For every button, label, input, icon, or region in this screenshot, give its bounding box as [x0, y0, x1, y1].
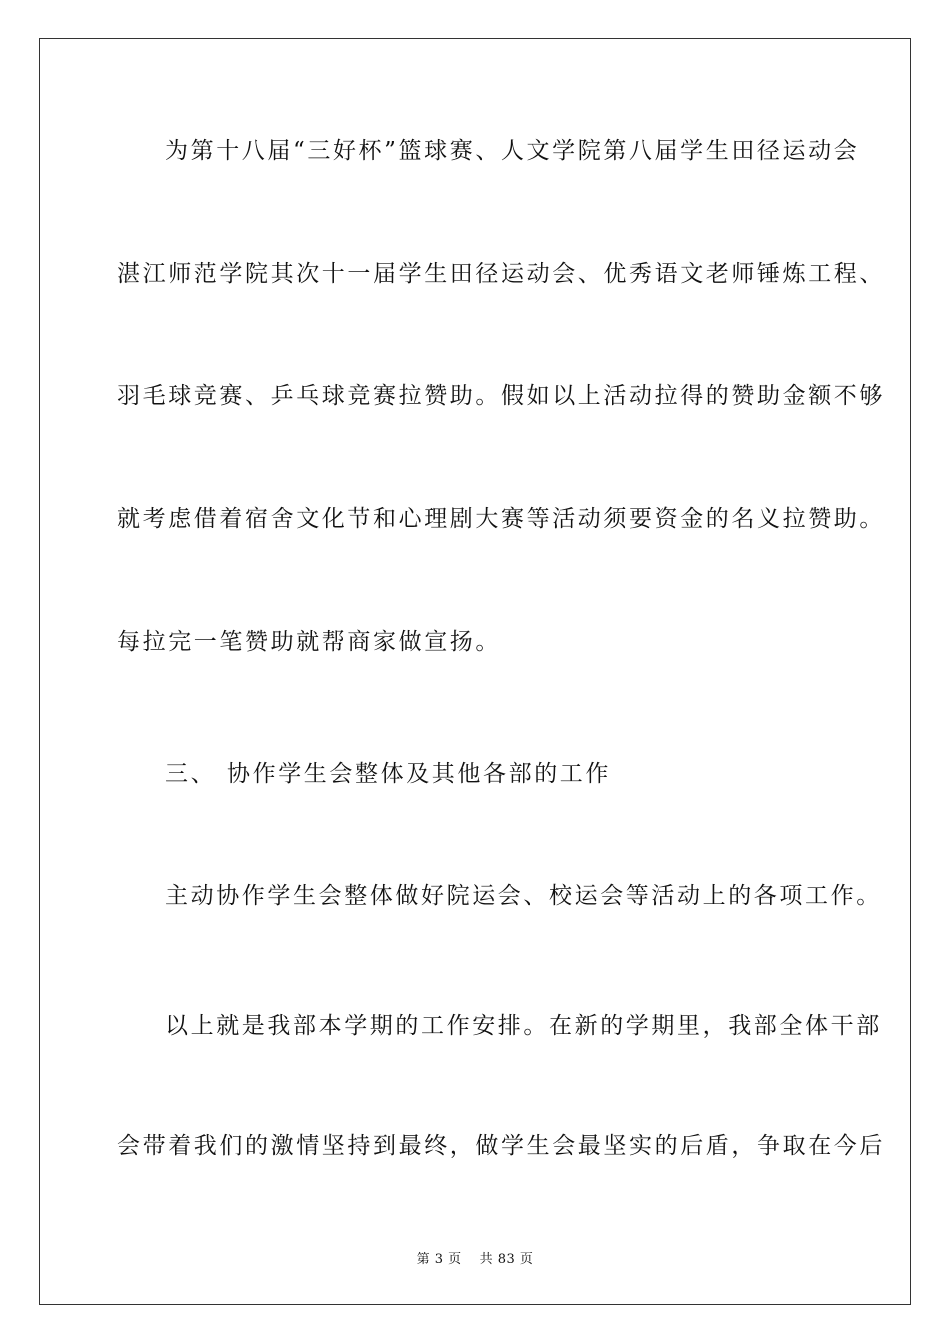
paragraph-line: 以上就是我部本学期的工作安排。在新的学期里，我部全体干部: [165, 1013, 882, 1039]
page-number: 第 3 页: [416, 1252, 462, 1267]
section-number: 三、: [165, 761, 217, 787]
page-total: 共 83 页: [479, 1252, 534, 1267]
page-footer: [0, 1248, 950, 1267]
paragraph-line: 羽毛球竞赛、乒乓球竞赛拉赞助。假如以上活动拉得的赞助金额不够: [117, 383, 885, 409]
paragraph-line: 会带着我们的激情坚持到最终，做学生会最坚实的后盾，争取在今后: [117, 1133, 885, 1159]
paragraph-line: 每拉完一笔赞助就帮商家做宣扬。: [117, 629, 501, 655]
paragraph-line: 湛江师范学院其次十一届学生田径运动会、优秀语文老师锤炼工程、: [117, 261, 885, 287]
paragraph-line: 主动协作学生会整体做好院运会、校运会等活动上的各项工作。: [165, 883, 882, 909]
section-title: 协作学生会整体及其他各部的工作: [227, 761, 611, 787]
page-border: [39, 38, 911, 1305]
paragraph-line: 就考虑借着宿舍文化节和心理剧大赛等活动须要资金的名义拉赞助。: [117, 506, 885, 532]
paragraph-line: 为第十八届“三好杯”篮球赛、人文学院第八届学生田径运动会: [165, 138, 860, 164]
